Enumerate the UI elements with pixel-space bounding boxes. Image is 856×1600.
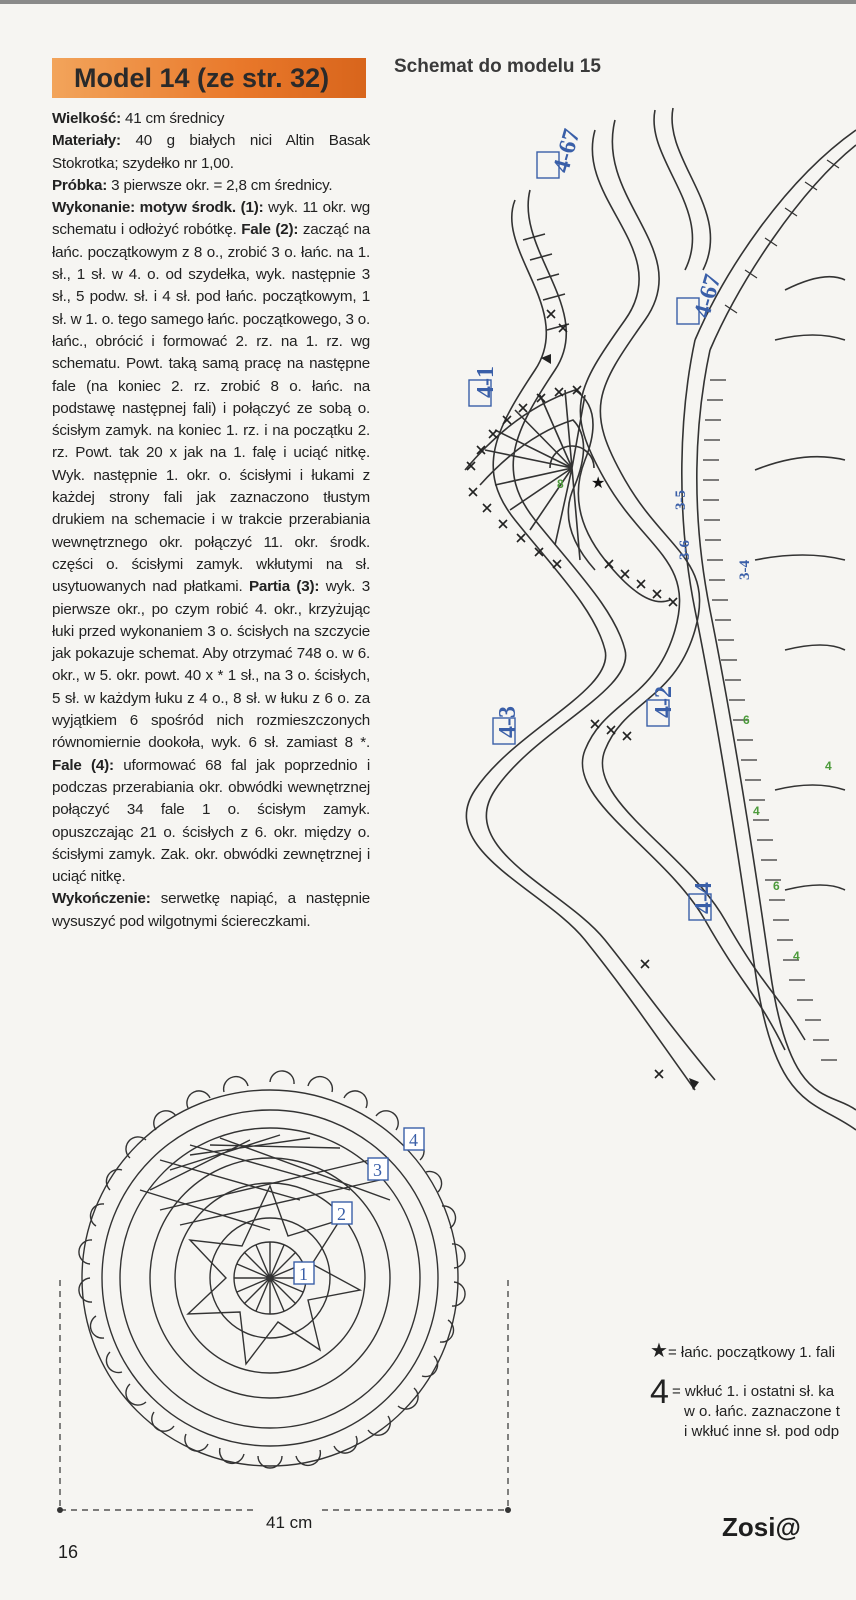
- number-4-a: 4: [753, 804, 760, 818]
- value-part-3: wyk. 3 pierwsze okr., po czym robić 4. okr., krzyżując łuki przed wykonaniem 3 o. ścisłych na szczycie jak pokazuje schemat. Aby otrzymać 748 o. w 6. okr., w 5. okr. powt. 40 x * 1 sł., na 3 o. ścisłych, 5 sł. w każdym łuku z 4 o., 8 sł. w łuku z 6 o. za wyjątkiem 6 spośród nich rozmieszczonych równomiernie dookoła, wyk. 6 sł. zamiast 8 *.: [52, 578, 370, 752]
- value-sample: 3 pierwsze okr. = 2,8 cm średnicy.: [107, 176, 333, 194]
- legend-four-line-1: = wkłuć 1. i ostatni sł. ka: [672, 1383, 835, 1400]
- page-number: 16: [58, 1542, 79, 1562]
- label-waves-4: Fale (4):: [52, 756, 114, 774]
- label-size: Wielkość:: [52, 110, 121, 127]
- description-text: [52, 108, 370, 933]
- number-8: 8: [557, 477, 564, 491]
- value-finishing: serwetkę napiąć, a następnie wysuszyć pod wilgotnymi ściereczkami.: [52, 890, 370, 930]
- schemat-title: Schemat do modelu 15: [394, 56, 601, 77]
- legend-four-line-3: i wkłuć inne sł. pod odp: [684, 1423, 840, 1440]
- label-4-67-top: 4-67: [548, 126, 586, 176]
- value-materials: 40 g białych nici Altin Basak Stokrotka; szydełko nr 1,00.: [52, 132, 370, 172]
- label-materials: Materiały:: [52, 132, 121, 150]
- legend-star: [650, 1338, 835, 1363]
- section-label-2: 2: [337, 1204, 346, 1224]
- description-paragraph: [52, 108, 370, 933]
- value-execution: wyk. 11 okr. wg schematu i odłożyć robótkę.: [52, 199, 371, 239]
- label-3-5: 3-5: [673, 490, 689, 510]
- label-3-4: 3-4: [737, 560, 753, 580]
- legend-star-text: = łańc. początkowy 1. fali: [667, 1344, 836, 1361]
- label-part-3: Partia (3):: [248, 578, 320, 596]
- label-waves-2: Fale (2):: [241, 221, 299, 239]
- value-waves-4: uformować 68 fal jak poprzednio i podczas przerabiania okr. obwódki wewnętrznej połączyć 34 fale 1 o. ścisłym zamyk. opuszczając 21 o. ścisłych z 6. okr. między o. ścisłymi zamyk. Zak. okr. obwódki zewnętrznej i uciąć nitkę.: [52, 756, 370, 886]
- model-title: Model 14 (ze str. 32): [52, 58, 366, 98]
- number-4-b: 4: [793, 949, 800, 963]
- four-symbol: 4: [650, 1373, 669, 1411]
- label-sample: Próbka:: [52, 176, 108, 194]
- label-4-1: 4-1: [473, 366, 499, 398]
- legend-four: [650, 1373, 840, 1442]
- star-icon: ★: [650, 1340, 668, 1362]
- doily-overview-diagram: [50, 1050, 520, 1530]
- signature: Zosi@: [722, 1512, 801, 1542]
- section-label-3: 3: [373, 1160, 382, 1180]
- crochet-wave-schematic: [455, 90, 856, 1150]
- value-waves-2: zacząć na łańc. początkowym z 8 o., zrobić 3 o. łańc. na 1. sł., 1 sł. w 4. o. od szydełka, wyk. następnie 3 sł., 5 podw. sł. i 4 sł. pod łańc. początkowym, 1 sł. w 1. o. tego samego łańc. początkowego, 3 o. łańc., obrócić i formować 2. rz. na 1. rz. wg schematu. Powt. taką samą pracę na następne fale (na koniec 2. rz. zrobić 8 o. łańc. na podstawę następnej fali) i połączyć ze sobą o. ścisłym zamyk. na koniec 1. rz. i na początku 2. rz. Powt. tak 20 x jak na 1. falę i uciąć nitkę. Wyk. następnie 1. okr. o. ścisłymi i łukami z każdej strony fali jak zaznaczono tłustym drukiem na schemacie i w trakcie przerabiania wewnętrznego okr. połączyć 11. okr. środk. części o. ścisłymi zamyk. wkłutymi na sł. usytuowanych nad płatkami.: [52, 221, 370, 596]
- number-6-b: 6: [773, 879, 780, 893]
- diameter-label: 41 cm: [262, 1513, 316, 1533]
- star-marker-icon: ★: [591, 475, 606, 492]
- number-6-a: 6: [743, 713, 750, 727]
- label-4-67-mid: 4-67: [689, 271, 727, 321]
- label-4-4: 4-4: [691, 882, 717, 914]
- top-rule: [0, 0, 856, 4]
- label-4-3: 4-3: [495, 706, 521, 738]
- value-size: 41 cm średnicy: [120, 110, 225, 127]
- number-4-c: 4: [825, 759, 832, 773]
- label-3-6: 3-6: [677, 540, 693, 560]
- legend-four-line-2: w o. łańc. zaznaczone t: [684, 1403, 840, 1420]
- section-label-4: 4: [409, 1130, 418, 1150]
- label-execution: Wykonanie: motyw środk. (1):: [52, 199, 264, 217]
- section-label-1: 1: [299, 1264, 308, 1284]
- label-4-2: 4-2: [651, 686, 677, 718]
- label-finishing: Wykończenie:: [52, 890, 151, 908]
